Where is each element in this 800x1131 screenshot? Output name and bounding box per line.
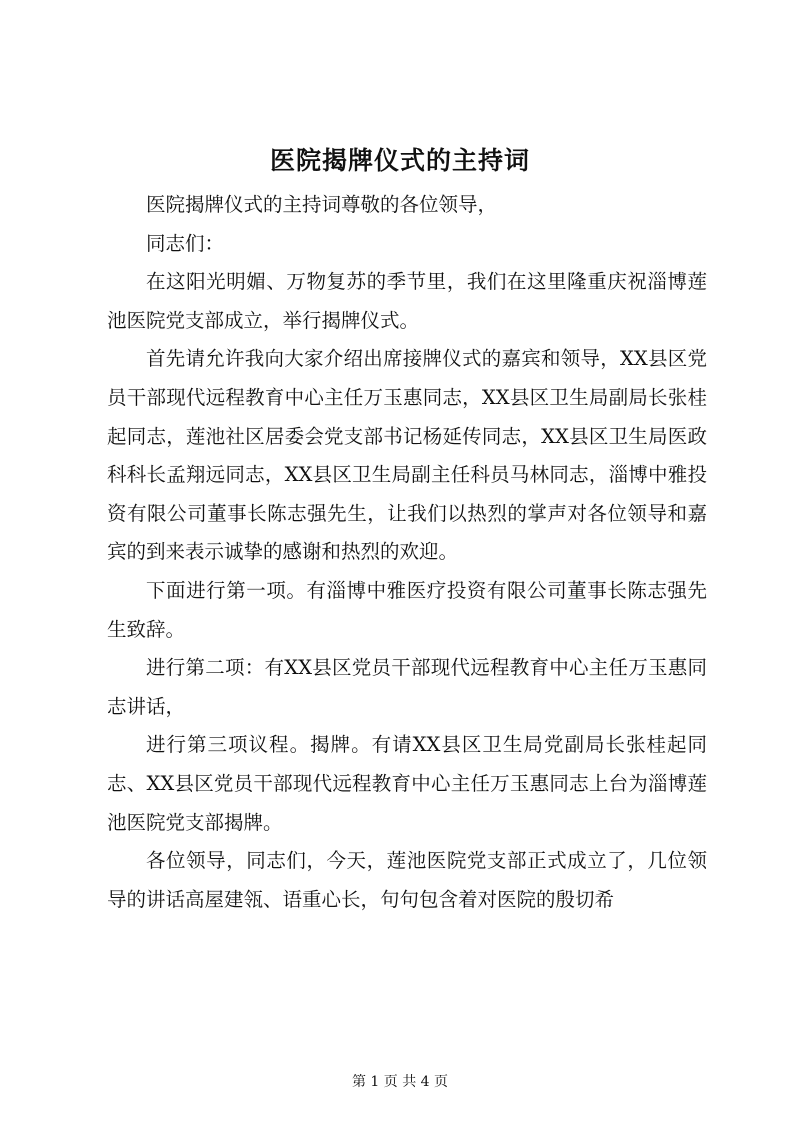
document-title: 医院揭牌仪式的主持词 (269, 146, 530, 175)
paragraph-salutation: 医院揭牌仪式的主持词尊敬的各位领导， (146, 193, 498, 216)
paragraph-introduction: 首先请允许我向大家介绍出席接牌仪式的嘉宾和领导，XX县区党员干部现代远程教育中心主任万玉惠同志，XX县区卫生局副局长张桂起同志，莲池社区居委会党支部书记杨延传同志，XX县区卫生局医政科科长孟翔远同志，XX县区卫生局副主任科员马林同志，淄博中雅投资有限公司董事长陈志强先生，让我们以热烈的掌声对各位领导和嘉宾的到来表示诚挚的感谢和热烈的欢迎。 (107, 347, 707, 564)
page-footer: 第 1 页 共 4 页 (351, 1074, 449, 1090)
paragraph-item-one: 下面进行第一项。有淄博中雅医疗投资有限公司董事长陈志强先生致辞。 (107, 578, 707, 641)
paragraph-item-three: 进行第三项议程。揭牌。有请XX县区卫生局党副局长张桂起同志、XX县区党员干部现代远程教育中心主任万玉惠同志上台为淄博莲池医院党支部揭牌。 (107, 733, 707, 834)
paragraph-closing: 各位领导，同志们，今天，莲池医院党支部正式成立了，几位领导的讲话高屋建瓴、语重心长，句句包含着对医院的殷切希 (107, 849, 707, 911)
document-body (107, 186, 707, 919)
paragraph-comrades: 同志们： (146, 231, 225, 255)
paragraph-opening: 在这阳光明媚、万物复苏的季节里，我们在这里隆重庆祝淄博莲池医院党支部成立，举行揭牌仪式。 (107, 270, 707, 332)
paragraph-item-two: 进行第二项：有XX县区党员干部现代远程教育中心主任万玉惠同志讲话， (107, 656, 707, 718)
